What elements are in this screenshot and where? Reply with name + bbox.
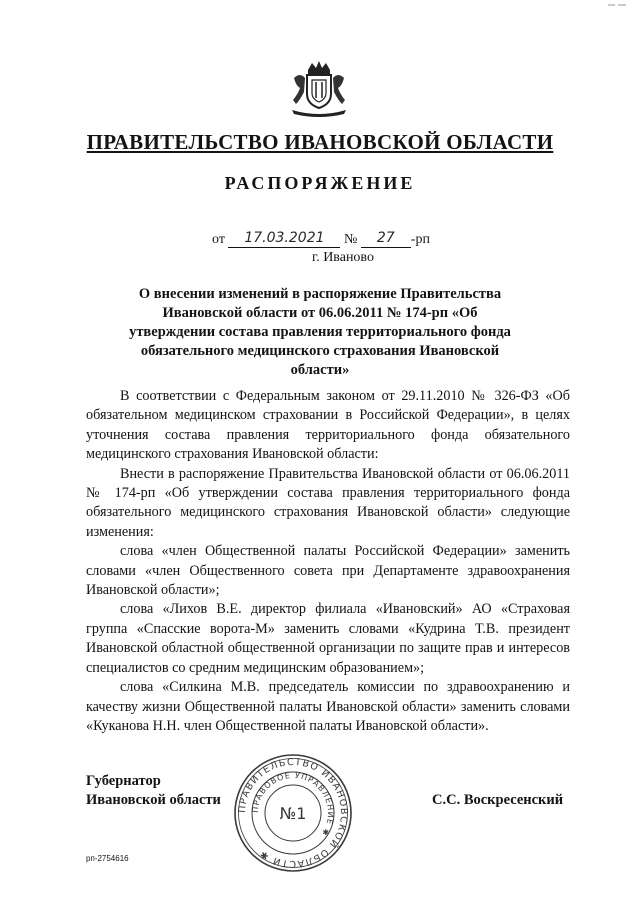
document-body — [86, 387, 570, 736]
date-field — [228, 230, 340, 248]
body-paragraph: слова «Лихов В.Е. директор филиала «Ивановский» АО «Страховая группа «Спасские ворота-М» заменить словами «Кудрина Т.В. президент Ивановской областной общественной организации по защите прав и интересов специалистов со средним медицинским образованием»; — [86, 601, 570, 676]
svg-text:№1: №1 — [279, 804, 307, 823]
government-title: ПРАВИТЕЛЬСТВО ИВАНОВСКОЙ ОБЛАСТИ — [86, 130, 554, 154]
svg-text:ПРАВИТЕЛЬСТВО ИВАНОВСКОЙ ОБЛАС: ПРАВИТЕЛЬСТВО ИВАНОВСКОЙ ОБЛАСТИ ✱ — [236, 756, 350, 870]
corner-pencil-mark — [608, 2, 626, 8]
body-paragraph: В соответствии с Федеральным законом от 29.11.2010 № 326-ФЗ «Об обязательном медицинском страховании в Российской Федерации», в целях уточнения состава правления территориального фонда обязательного медицинского страхования Ивановской области: — [86, 388, 570, 463]
footer-code: рп-2754616 — [86, 854, 129, 863]
svg-text:ПРАВОВОЕ УПРАВЛЕНИЕ ✱: ПРАВОВОЕ УПРАВЛЕНИЕ ✱ — [250, 770, 336, 839]
number-field — [361, 230, 411, 248]
signatory-position — [86, 772, 221, 810]
coat-of-arms-icon — [288, 60, 350, 118]
number-prefix: № — [343, 232, 358, 247]
city: г. Иваново — [312, 250, 374, 265]
signatory-name: С.С. Воскресенский — [432, 792, 564, 808]
number-value: 27 — [376, 230, 395, 246]
official-stamp — [232, 752, 354, 874]
date-value: 17.03.2021 — [244, 230, 325, 246]
body-paragraph: Внести в распоряжение Правительства Ивановской области от 06.06.2011 № 174-рп «Об утверждении состава правления территориального фонда обязательного медицинского страхования Ивановской области» следующие изменения: — [86, 465, 570, 540]
position-line-2: Ивановской области — [86, 792, 221, 808]
document-subject: О внесении изменений в распоряжение Правительства Ивановской области от 06.06.2011 № 174-рп «Об утверждении состава правления территориального фонда обязательного медицинского страхования Ивановской области» — [129, 286, 511, 378]
registration-line — [212, 230, 430, 248]
date-prefix: от — [212, 232, 225, 247]
document-type: РАСПОРЯЖЕНИЕ — [224, 173, 416, 193]
position-line-1: Губернатор — [86, 773, 161, 789]
number-suffix: -рп — [410, 232, 430, 247]
body-paragraph: слова «член Общественной палаты Российской Федерации» заменить словами «член Общественного совета при Департаменте здравоохранения Ивановской области»; — [86, 543, 570, 599]
body-paragraph: слова «Силкина М.В. председатель комиссии по здравоохранению и качеству жизни Общественной палаты Ивановской области» заменить словами «Куканова Н.Н. член Общественной палаты Ивановской области». — [86, 679, 570, 734]
